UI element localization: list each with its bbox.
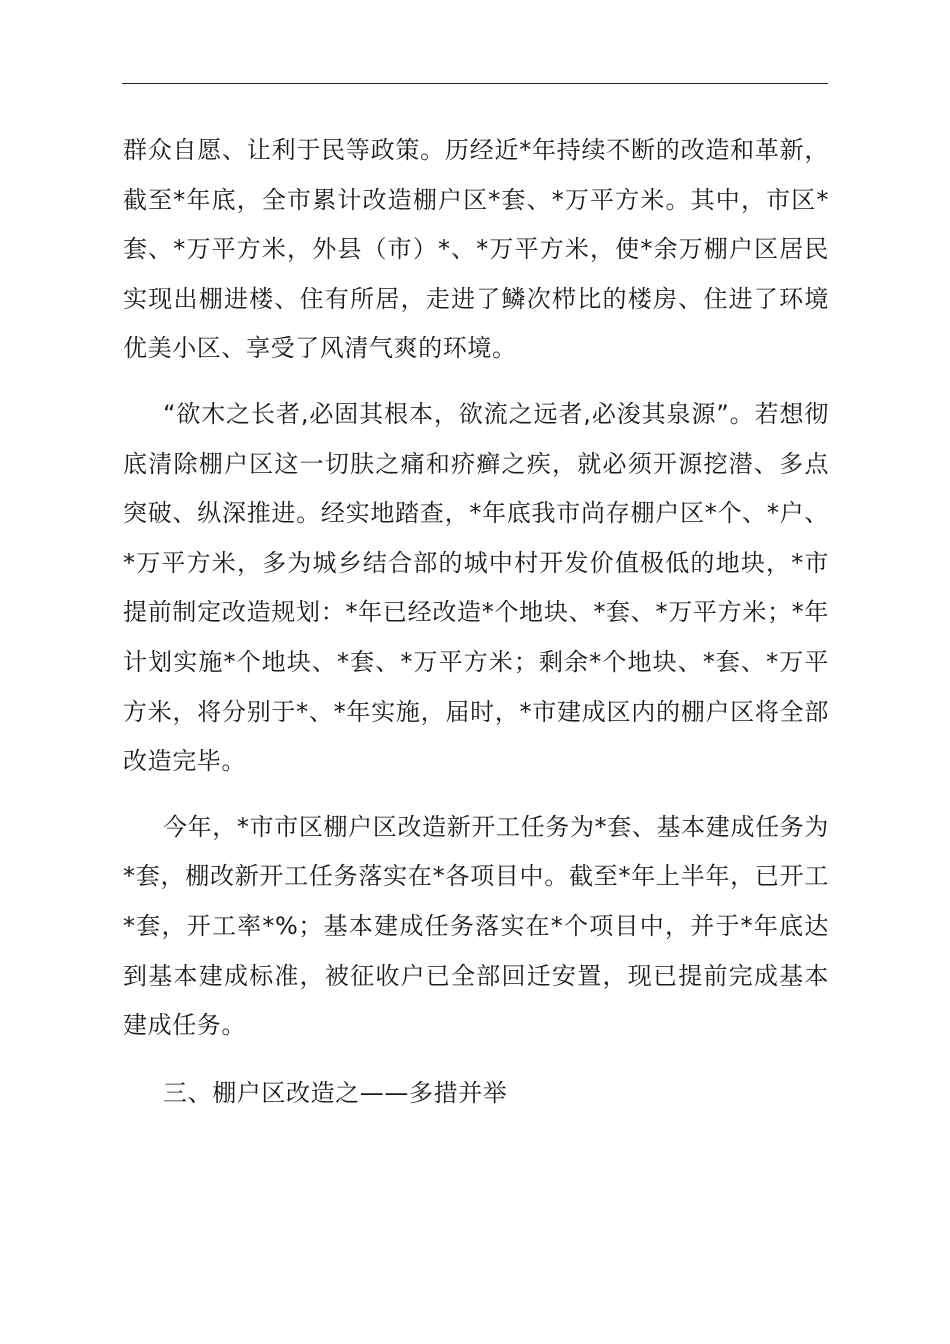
paragraph-3: 今年，*市市区棚户区改造新开工任务为*套、基本建成任务为*套，棚改新开工任务落实在*各项目中。截至*年上半年，已开工*套，开工率*%；基本建成任务落实在*个项目中，并于*年底达到基本建成标准，被征收户已全部回迁安置，现已提前完成基本建成任务。 bbox=[123, 812, 829, 1040]
document-body bbox=[123, 126, 829, 1118]
section-heading: 三、棚户区改造之——多措并举 bbox=[163, 1078, 508, 1107]
paragraph-2: “欲木之长者,必固其根本，欲流之远者,必浚其泉源”。若想彻底清除棚户区这一切肤之痛和疥癣之疾，就必须开源挖潜、多点突破、纵深推进。经实地踏查，*年底我市尚存棚户区*个、*户、*万平方米，多为城乡结合部的城中村开发价值极低的地块，*市提前制定改造规划：*年已经改造*个地块、*套、*万平方米；*年计划实施*个地块、*套、*万平方米；剩余*个地块、*套、*万平方米，将分别于*、*年实施，届时，*市建成区内的棚户区将全部改造完毕。 bbox=[123, 399, 829, 776]
header-rule bbox=[122, 83, 828, 84]
paragraph-1: 群众自愿、让利于民等政策。历经近*年持续不断的改造和革新，截至*年底，全市累计改造棚户区*套、*万平方米。其中，市区*套、*万平方米，外县（市）*、*万平方米，使*余万棚户区居民实现出棚进楼、住有所居，走进了鳞次栉比的楼房、住进了环境优美小区、享受了风清气爽的环境。 bbox=[123, 136, 829, 363]
